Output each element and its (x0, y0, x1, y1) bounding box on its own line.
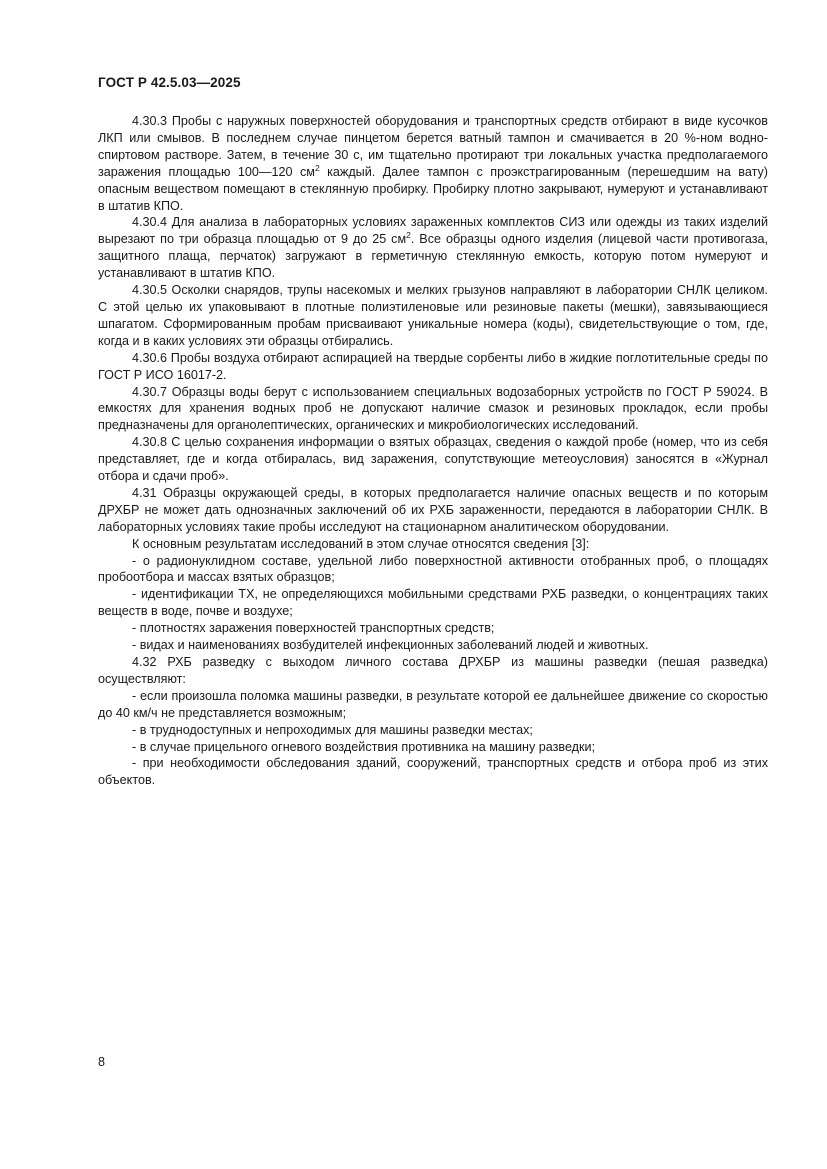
list-item: - идентификации ТХ, не определяющихся мобильными средствами РХБ разведки, о концентрациях таких веществ в воде, почве и воздухе; (98, 587, 768, 619)
document-body (98, 113, 768, 789)
list-item: - в случае прицельного огневого воздействия противника на машину разведки; (132, 739, 596, 754)
list-item: - видах и наименованиях возбудителей инфекционных заболеваний людей и животных. (132, 638, 649, 653)
paragraph-4-30-3: 4.30.3 Пробы с наружных поверхностей оборудования и транспортных средств отбирают в виде кусочков ЛКП или смывов. В последнем случае пинцетом берется ватный тампон и смачивается в 20 %-ном водно-спиртовом растворе. Затем, в течение 30 с, им тщательно протирают три локальных участка предполагаемого заражения площадью 100—120 $см^2$ каждый. Далее тампон с проэкстрагированным (перешедшим на вату) опасным веществом помещают в стеклянную пробирку. Пробирку плотно закрывают, нумеруют и устанавливают в штатив КПО. (98, 114, 768, 213)
page-number: 8 (98, 1055, 106, 1069)
paragraph-4-32: 4.32 РХБ разведку с выходом личного состава ДРХБР из машины разведки (пешая разведка) осуществляют: (98, 655, 768, 686)
list-item: - в труднодоступных и непроходимых для машины разведки местах; (132, 722, 533, 737)
paragraph-4-31: 4.31 Образцы окружающей среды, в которых предполагается наличие опасных веществ и по которым ДРХБР не может дать однозначных заключений об их РХБ зараженности, передаются в лаборатории СНЛК. В лабораторных условиях такие пробы исследуют на стационарном аналитическом оборудовании. (98, 485, 768, 534)
paragraph-4-30-6: 4.30.6 Пробы воздуха отбирают аспирацией на твердые сорбенты либо в жидкие поглотительные среды по ГОСТ Р ИСО 16017-2. (98, 350, 768, 382)
list-item: - плотностях заражения поверхностей транспортных средств; (132, 621, 495, 636)
document-header: ГОСТ Р 42.5.03—2025 (98, 75, 241, 90)
paragraph-4-30-5: 4.30.5 Осколки снарядов, трупы насекомых и мелких грызунов направляют в лаборатории СНЛК целиком. С этой целью их упаковывают в плотные полиэтиленовые или резиновые пакеты (мешки), завязывающиеся шпагатом. Сформированным пробам присваивают уникальные номера (коды), свидетельствующие о том, где, когда и в каких условиях эти образцы отбирались. (98, 283, 768, 348)
paragraph-4-30-8: 4.30.8 С целью сохранения информации о взятых образцах, сведения о каждой пробе (номер, что из себя представляет, где и когда отбиралась, вид заражения, сопутствующие метеоусловия) заносятся в «Журнал отбора и сдачи проб». (98, 435, 768, 484)
list-item: - о радионуклидном составе, удельной либо поверхностной активности отобранных проб, о площадях пробоотбора и массах взятых образцов; (98, 553, 768, 585)
list-item: - при необходимости обследования зданий, сооружений, транспортных средств и отбора проб из этих объектов. (98, 756, 768, 788)
paragraph-4-31-intro: К основным результатам исследований в этом случае относятся сведения [3]: (132, 536, 590, 551)
list-item: - если произошла поломка машины разведки, в результате которой ее дальнейшее движение со скоростью до 40 км/ч не представляется возможным; (98, 688, 768, 720)
paragraph-4-30-4: 4.30.4 Для анализа в лабораторных условиях зараженных комплектов СИЗ или одежды из таких изделий вырезают по три образца площадью от 9 до 25 $см^2$. Все образцы одного изделия (лицевой части противогаза, защитного плаща, перчаток) загружают в герметичную стеклянную емкость, которую потом нумеруют и устанавливают в штатив КПО. (98, 215, 769, 281)
paragraph-4-30-7: 4.30.7 Образцы воды берут с использованием специальных водозаборных устройств по ГОСТ Р 59024. В емкостях для хранения водных проб не допускают наличие смазок и резиновых прокладок, если пробы предназначены для органолептических, органических и микробиологических исследований. (98, 384, 768, 433)
